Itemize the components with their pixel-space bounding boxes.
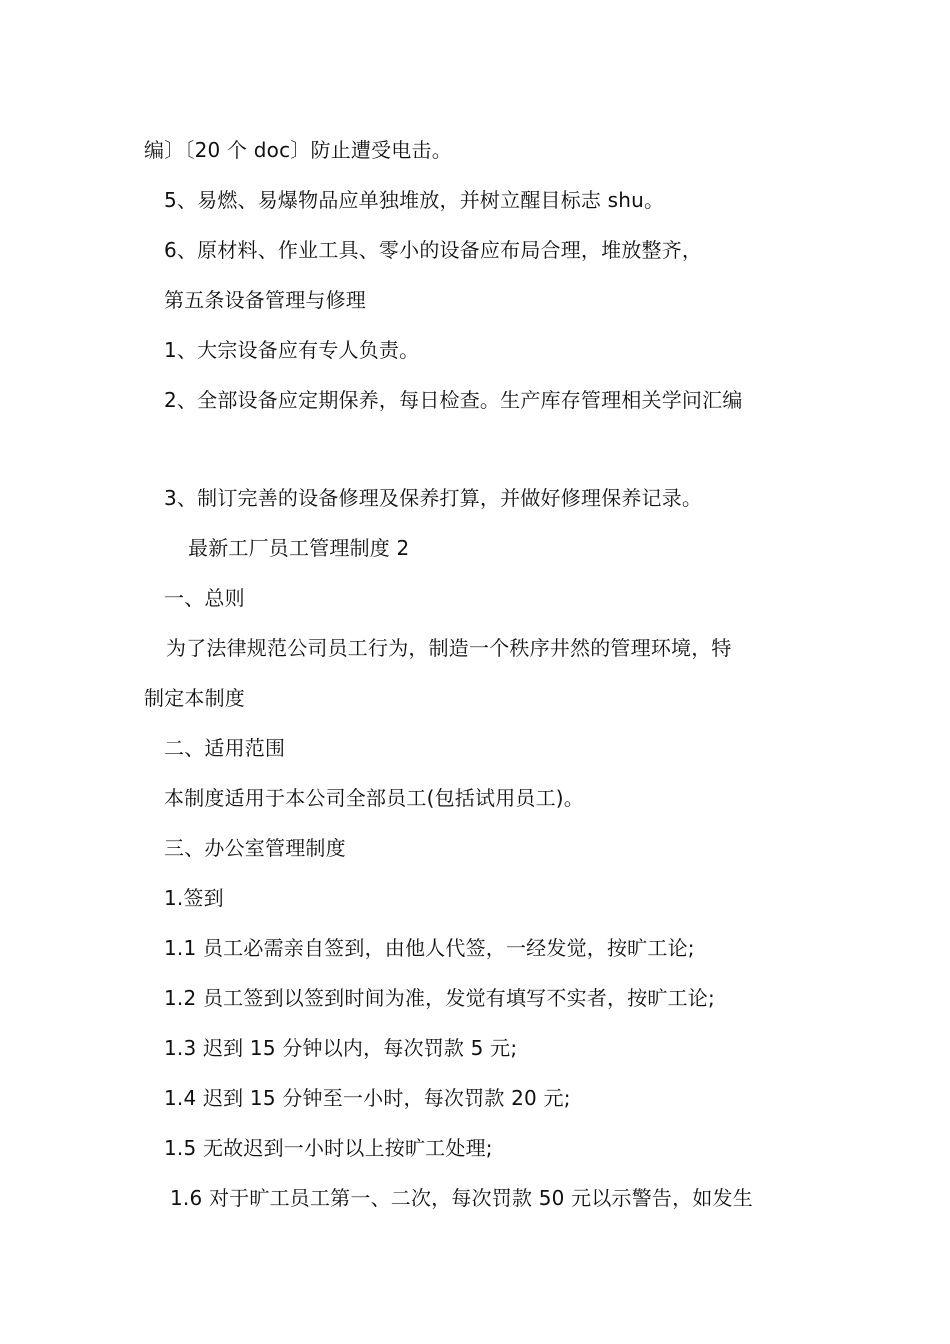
text-line: 1.5 无故迟到一小时以上按旷工处理; — [164, 1136, 493, 1160]
section-heading: 一、总则 — [164, 586, 245, 610]
text-line: 5、易燃、易爆物品应单独堆放，并树立醒目标志 shu。 — [164, 188, 665, 212]
document-title: 最新工厂员工管理制度 2 — [188, 536, 410, 560]
text-line: 1、大宗设备应有专人负责。 — [164, 338, 420, 362]
text-line: 1.1 员工必需亲自签到，由他人代签，一经发觉，按旷工论; — [164, 936, 695, 960]
text-line: 1.4 迟到 15 分钟至一小时，每次罚款 20 元; — [164, 1086, 571, 1110]
text-line: 制定本制度 — [144, 686, 245, 710]
text-line: 1.2 员工签到以签到时间为准，发觉有填写不实者，按旷工论; — [164, 986, 715, 1010]
text-line: 2、全部设备应定期保养，每日检查。生产库存管理相关学问汇编 — [164, 388, 743, 412]
subsection-heading: 1.签到 — [164, 886, 224, 910]
section-heading: 第五条设备管理与修理 — [164, 288, 366, 312]
text-line: 6、原材料、作业工具、零小的设备应布局合理，堆放整齐， — [164, 238, 703, 262]
text-line: 1.3 迟到 15 分钟以内，每次罚款 5 元; — [164, 1036, 518, 1060]
text-line: 1.6 对于旷工员工第一、二次，每次罚款 50 元以示警告，如发生 — [170, 1186, 753, 1210]
text-line: 3、制订完善的设备修理及保养打算，并做好修理保养记录。 — [164, 486, 703, 510]
text-line: 编〕〔20 个 doc〕防止遭受电击。 — [144, 138, 452, 162]
section-heading: 三、办公室管理制度 — [164, 836, 346, 860]
text-line: 本制度适用于本公司全部员工(包括试用员工)。 — [164, 786, 585, 810]
section-heading: 二、适用范围 — [164, 736, 286, 760]
text-line: 为了法律规范公司员工行为，制造一个秩序井然的管理环境，特 — [166, 636, 732, 660]
